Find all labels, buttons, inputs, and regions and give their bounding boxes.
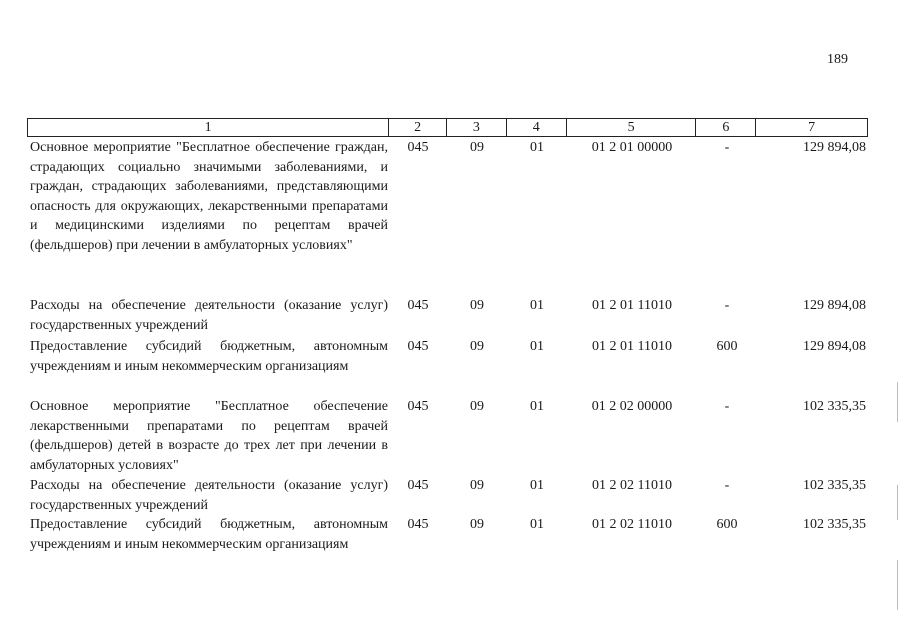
row-amount: 102 335,35 — [803, 478, 866, 493]
row-amount: 102 335,35 — [803, 517, 866, 532]
row-description: Предоставление субсидий бюджетным, автономным учреждениям и иным некоммерческим организациям — [30, 339, 388, 374]
row-code-col-4: 01 — [530, 399, 544, 414]
row-code-col-3: 09 — [470, 339, 484, 354]
header-col-6: 6 — [696, 119, 756, 136]
scan-margin-mark — [897, 485, 898, 520]
row-code-col-3: 09 — [470, 140, 484, 155]
row-description: Основное мероприятие "Бесплатное обеспечение лекарственными препаратами по рецептам врачей (фельдшеров) детей в возрасте до трех лет при лечении в амбулаторных условиях" — [30, 399, 388, 473]
page-number: 189 — [827, 52, 848, 67]
header-col-5: 5 — [567, 119, 697, 136]
scan-margin-mark — [897, 382, 898, 422]
row-amount: 129 894,08 — [803, 339, 866, 354]
row-target-article: 01 2 02 11010 — [592, 517, 672, 532]
row-expense-type: - — [724, 140, 730, 155]
row-expense-type: - — [724, 478, 730, 493]
header-col-1: 1 — [28, 119, 389, 136]
row-target-article: 01 2 01 11010 — [592, 339, 672, 354]
row-code-col-4: 01 — [530, 517, 544, 532]
table-header — [27, 118, 868, 137]
row-target-article: 01 2 01 00000 — [591, 140, 673, 155]
scan-margin-mark — [897, 560, 898, 610]
row-target-article: 01 2 02 11010 — [592, 478, 672, 493]
row-code-col-2: 045 — [407, 478, 429, 493]
header-col-3: 3 — [447, 119, 507, 136]
row-amount: 129 894,08 — [803, 298, 866, 313]
row-target-article: 01 2 01 11010 — [592, 298, 672, 313]
row-code-col-4: 01 — [530, 140, 544, 155]
row-description: Расходы на обеспечение деятельности (оказание услуг) государственных учреждений — [30, 478, 388, 513]
row-expense-type: - — [724, 298, 730, 313]
row-code-col-2: 045 — [407, 140, 429, 155]
row-code-col-2: 045 — [407, 517, 429, 532]
row-description: Основное мероприятие "Бесплатное обеспечение граждан, страдающих социально значимыми заболеваниями, и граждан, страдающих заболеваниями, представляющими опасность для окружающих, лекарственными препаратами и медицинскими изделиями по рецептам врачей (фельдшеров) при лечении в амбулаторных условиях" — [30, 140, 388, 253]
row-expense-type: 600 — [716, 517, 738, 532]
row-code-col-3: 09 — [470, 399, 484, 414]
row-target-article: 01 2 02 00000 — [591, 399, 673, 414]
row-code-col-3: 09 — [470, 298, 484, 313]
row-code-col-2: 045 — [407, 298, 429, 313]
row-amount: 129 894,08 — [803, 140, 866, 155]
row-code-col-4: 01 — [530, 339, 544, 354]
row-expense-type: 600 — [716, 339, 738, 354]
row-code-col-4: 01 — [530, 298, 544, 313]
row-expense-type: - — [724, 399, 730, 414]
row-description: Предоставление субсидий бюджетным, автономным учреждениям и иным некоммерческим организациям — [30, 517, 388, 552]
row-description: Расходы на обеспечение деятельности (оказание услуг) государственных учреждений — [30, 298, 388, 333]
header-col-4: 4 — [507, 119, 567, 136]
header-col-7: 7 — [808, 120, 816, 135]
row-code-col-2: 045 — [407, 339, 429, 354]
row-code-col-3: 09 — [470, 478, 484, 493]
row-code-col-4: 01 — [530, 478, 544, 493]
row-amount: 102 335,35 — [803, 399, 866, 414]
row-code-col-2: 045 — [407, 399, 429, 414]
header-col-2: 2 — [389, 119, 447, 136]
row-code-col-3: 09 — [470, 517, 484, 532]
